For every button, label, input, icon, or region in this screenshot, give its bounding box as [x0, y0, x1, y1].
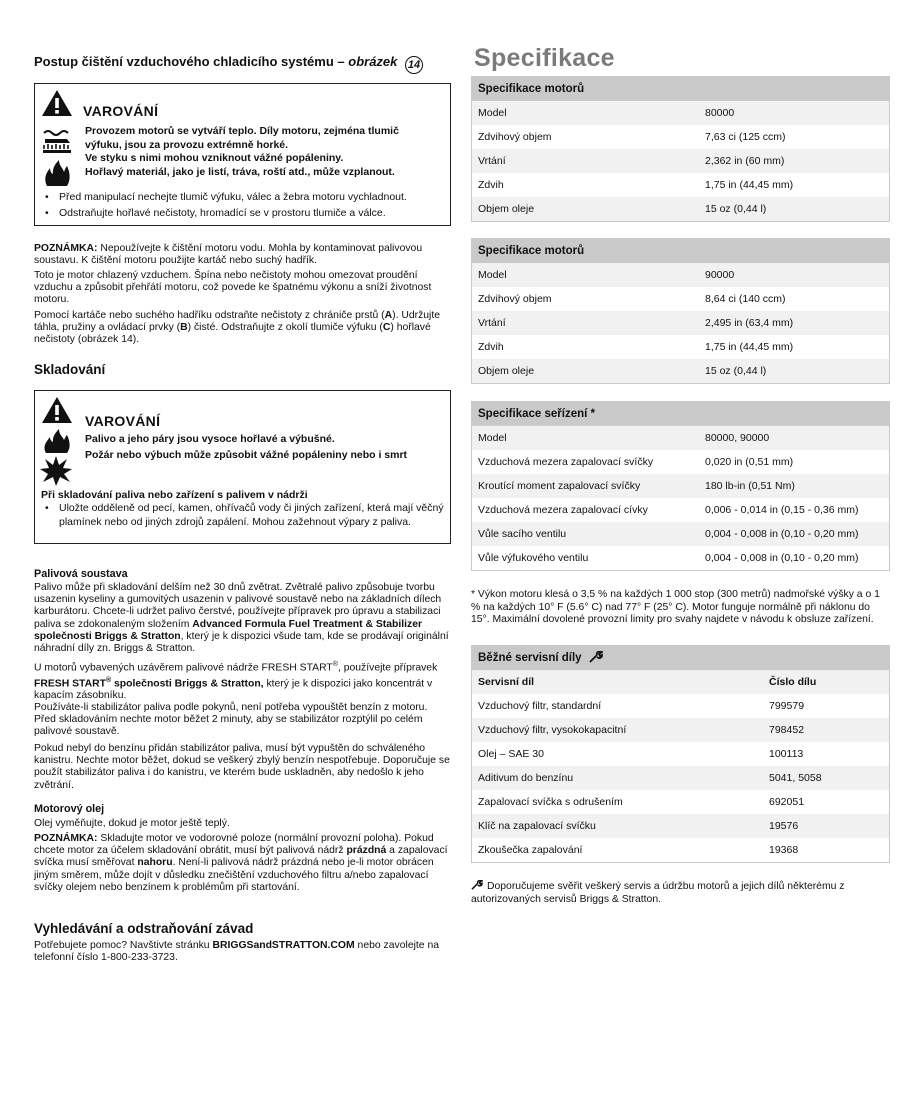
table-row: Zdvihový objem 7,63 ci (125 ccm)	[478, 131, 786, 143]
explosion-icon	[39, 455, 73, 487]
table-row: Vůle výfukového ventilu 0,004 - 0,008 in (0,10 - 0,20 mm)	[478, 552, 859, 564]
oil-heading: Motorový olej	[34, 803, 105, 815]
bullet-item: • Před manipulací nechejte tlumič výfuku, válec a žebra motoru vychladnout.	[41, 191, 444, 205]
wrench-icon	[589, 651, 603, 663]
engine-spec-table-1	[471, 76, 890, 222]
website-link[interactable]: BRIGGSandSTRATTON.COM	[212, 940, 355, 951]
cleaning-paragraph-1: Toto je motor chlazený vzduchem. Špína nebo nečistoty mohou omezovat proudění vzduchu a způsobit přehřátí motoru, což povede ke špatnému výkonu a sníží životnost motoru.	[34, 270, 432, 306]
service-parts-table	[471, 645, 890, 863]
fire-icon	[41, 158, 73, 188]
table-body	[472, 101, 889, 221]
table-row: Vzduchová mezera zapalovací cívky 0,006 - 0,014 in (0,15 - 0,36 mm)	[478, 504, 859, 516]
table-row: Objem oleje 15 oz (0,44 l)	[472, 197, 889, 221]
table-row: Zdvih 1,75 in (44,45 mm)	[478, 341, 794, 353]
service-note-text: Doporučujeme svěřit veškerý servis a údržbu motorů a jejich dílů některému z autorizovaných servisů Briggs & Stratton.	[471, 881, 845, 905]
table-row: Vrtání 2,362 in (60 mm)	[472, 149, 889, 173]
troubleshooting-paragraph: Potřebujete pomoc? Navštivte stránku BRIGGSandSTRATTON.COM nebo zavolejte na telefonní číslo 1-800-233-3723.	[34, 940, 440, 964]
fuel-paragraph-1: Palivo může při skladování delším než 30 dnů zvětrat. Zvětralé palivo způsobuje tvorbu usazenin kyseliny a gumovitých usazenin v palivové soustavě nebo na základních dílech karburátoru. Chcete-li udržet palivo čerstvé, používejte přípravek pro úpravu a stabilizaci paliva se zdokonaleným složením Advanced Formula Fuel Treatment & Stabilizer společnosti Briggs & Stratton, který je k dispozici všude tam, kde se prodávají originální náhradní díly zn. Briggs & Stratton.	[34, 582, 449, 655]
cleaning-bullets	[41, 191, 444, 222]
table-body	[472, 426, 889, 570]
fuel-heading: Palivová soustava	[34, 568, 128, 580]
warning-line-1: Provozem motorů se vytváří teplo. Díly motoru, zejména tlumič	[85, 125, 399, 137]
table-row: Vzduchový filtr, standardní 799579	[478, 700, 805, 712]
fuel-paragraph-3: Používáte-li stabilizátor paliva podle pokynů, není potřeba vypouštět benzín z motoru. Před skladováním nechte motor běžet 2 minuty, aby se stabilizátor rozptýlil po celém palivové soustavě.	[34, 702, 428, 738]
table-row: Zdvihový objem 8,64 ci (140 ccm)	[478, 293, 786, 305]
note-text: Nepoužívejte k čištění motoru vodu. Mohla by kontaminovat palivovou soustavu. K čištění motoru použijte kartáč nebo suchý hadřík.	[34, 243, 423, 267]
table-row: Kroutící moment zapalovací svíčky 180 lb-in (0,51 Nm)	[472, 474, 889, 498]
warning-line-4: Hořlavý materiál, jako je listí, tráva, roští atd., může vzplanout.	[85, 165, 395, 178]
fuel-paragraph-4: Pokud nebyl do benzínu přidán stabilizátor paliva, musí být vypuštěn do schváleného kanistru. Nechte motor běžet, dokud se veškerý zbylý benzín nespotřebuje. Doporučuje se použít stabilizátor paliva i do kanistru, ve kterém bude uskladněn, aby nedošlo k jeho zvětrání.	[34, 743, 450, 791]
table-body	[472, 670, 889, 862]
oil-paragraph-1: Olej vyměňujte, dokud je motor ještě teplý.	[34, 818, 230, 829]
table-row: Zapalovací svíčka s odrušením 692051	[478, 796, 805, 808]
table-row: Zdvih 1,75 in (44,45 mm)	[478, 179, 794, 191]
table-header: Specifikace seřízení *	[472, 402, 889, 426]
warning-line-2: výfuku, jsou za provozu extrémně horké.	[85, 138, 289, 151]
warning-triangle-icon	[41, 89, 73, 117]
warning-text-block	[85, 125, 445, 179]
warning-label: VAROVÁNÍ	[83, 103, 159, 119]
cleaning-paragraph-2: Pomocí kartáče nebo suchého hadříku odstraňte nečistoty z chrániče prstů (A). Udržujte táhla, pružiny a ovládací prvky (B) čisté. Odstraňujte z okolí tlumiče výfuku (C) hořlavé nečistoty (obrázek 14).	[34, 310, 441, 346]
table-row: Model 90000	[472, 263, 889, 287]
cleaning-heading	[34, 54, 423, 74]
hot-surface-warning-box	[34, 83, 451, 226]
engine-spec-table-2	[471, 238, 890, 384]
flame-icon	[41, 428, 73, 454]
cleaning-title: Postup čištění vzduchového chladicího systému –	[34, 54, 345, 69]
table-row: Klíč na zapalovací svíčku 19576	[472, 814, 889, 838]
table-header: Běžné servisní díly	[472, 646, 889, 670]
hot-surface-icon	[41, 127, 73, 155]
cleaning-title-italic: obrázek	[348, 54, 398, 69]
figure-number-badge: 14	[405, 56, 423, 74]
service-note	[471, 880, 891, 906]
table-column-header-row: Servisní díl Číslo dílu	[472, 670, 889, 694]
table-header: Specifikace motorů	[472, 77, 889, 101]
table-row: Model 80000, 90000	[472, 426, 889, 450]
table-row: Vrtání 2,495 in (63,4 mm)	[472, 311, 889, 335]
storage-subheading: Při skladování paliva nebo zařízení s palivem v nádrži	[41, 489, 308, 501]
specifications-title: Specifikace	[474, 44, 615, 72]
warning-triangle-icon	[41, 396, 73, 424]
wrench-icon	[471, 880, 483, 890]
troubleshooting-heading: Vyhledávání a odstraňování závad	[34, 921, 254, 936]
fuel-paragraph-2: U motorů vybavených uzávěrem palivové nádrže FRESH START®, používejte přípravek FRESH START® společnosti Briggs & Stratton, který je k dispozici jako koncentrát v kapacím zásobníku.	[34, 661, 438, 702]
warning-line-1: Palivo a jeho páry jsou vysoce hořlavé a výbušné.	[85, 433, 335, 445]
storage-bullets	[41, 502, 444, 531]
fuel-warning-box	[34, 390, 451, 544]
note-label: POZNÁMKA:	[34, 243, 98, 254]
table-row: Aditivum do benzínu 5041, 5058	[472, 766, 889, 790]
table-row: Objem oleje 15 oz (0,44 l)	[472, 359, 889, 383]
table-body	[472, 263, 889, 383]
table-header: Specifikace motorů	[472, 239, 889, 263]
warning-label: VAROVÁNÍ	[85, 413, 161, 429]
warning-text-block	[85, 433, 445, 462]
warning-line-3: Ve styku s nimi mohou vzniknout vážné popáleniny.	[85, 152, 344, 164]
table-row: Vzduchová mezera zapalovací svíčky 0,020 in (0,51 mm)	[478, 456, 794, 468]
table-row: Zkoušečka zapalování 19368	[478, 844, 799, 856]
storage-heading: Skladování	[34, 362, 106, 377]
warning-line-2: Požár nebo výbuch může způsobit vážné popáleniny nebo i smrt	[85, 448, 408, 461]
table-row: Olej – SAE 30 100113	[478, 748, 804, 760]
cleaning-note	[34, 243, 452, 267]
table-row: Model 80000	[472, 101, 889, 125]
engine-power-footnote: * Výkon motoru klesá o 3,5 % na každých 1 000 stop (300 metrů) nadmořské výšky a o 1 % na každých 10° F (5.6° C) nad 77° F (25° C). Motor funguje normálně při náklonu do 15°. Maximální dovolené provozní limity pro svahy najdete v návodu k obsluze zařízení.	[471, 589, 880, 625]
adjustment-spec-table	[471, 401, 890, 571]
oil-note: POZNÁMKA: Skladujte motor ve vodorovné poloze (normální provozní poloha). Pokud chcete motor za účelem skladování obrátit, musí být palivová nádrž prázdná a zapalovací svíčka musí směřovat nahoru. Není-li palivová nádrž prázdná nebo je-li motor obrácen jiným směrem, může dojít v důsledku znečištění vzduchového filtru a/nebo zapalovací svíčky olejem nebo benzínem k problémům při startování.	[34, 833, 448, 893]
bullet-item: • Uložte odděleně od pecí, kamen, ohřívačů vody či jiných zařízení, která mají věčný plamínek nebo od jiných zdrojů zapálení. Mohou zažehnout výpary z paliva.	[41, 502, 444, 529]
table-row: Vzduchový filtr, vysokokapacitní 798452	[472, 718, 889, 742]
bullet-item: • Odstraňujte hořlavé nečistoty, hromadící se v prostoru tlumiče a válce.	[41, 207, 444, 221]
table-row: Vůle sacího ventilu 0,004 - 0,008 in (0,10 - 0,20 mm)	[472, 522, 889, 546]
